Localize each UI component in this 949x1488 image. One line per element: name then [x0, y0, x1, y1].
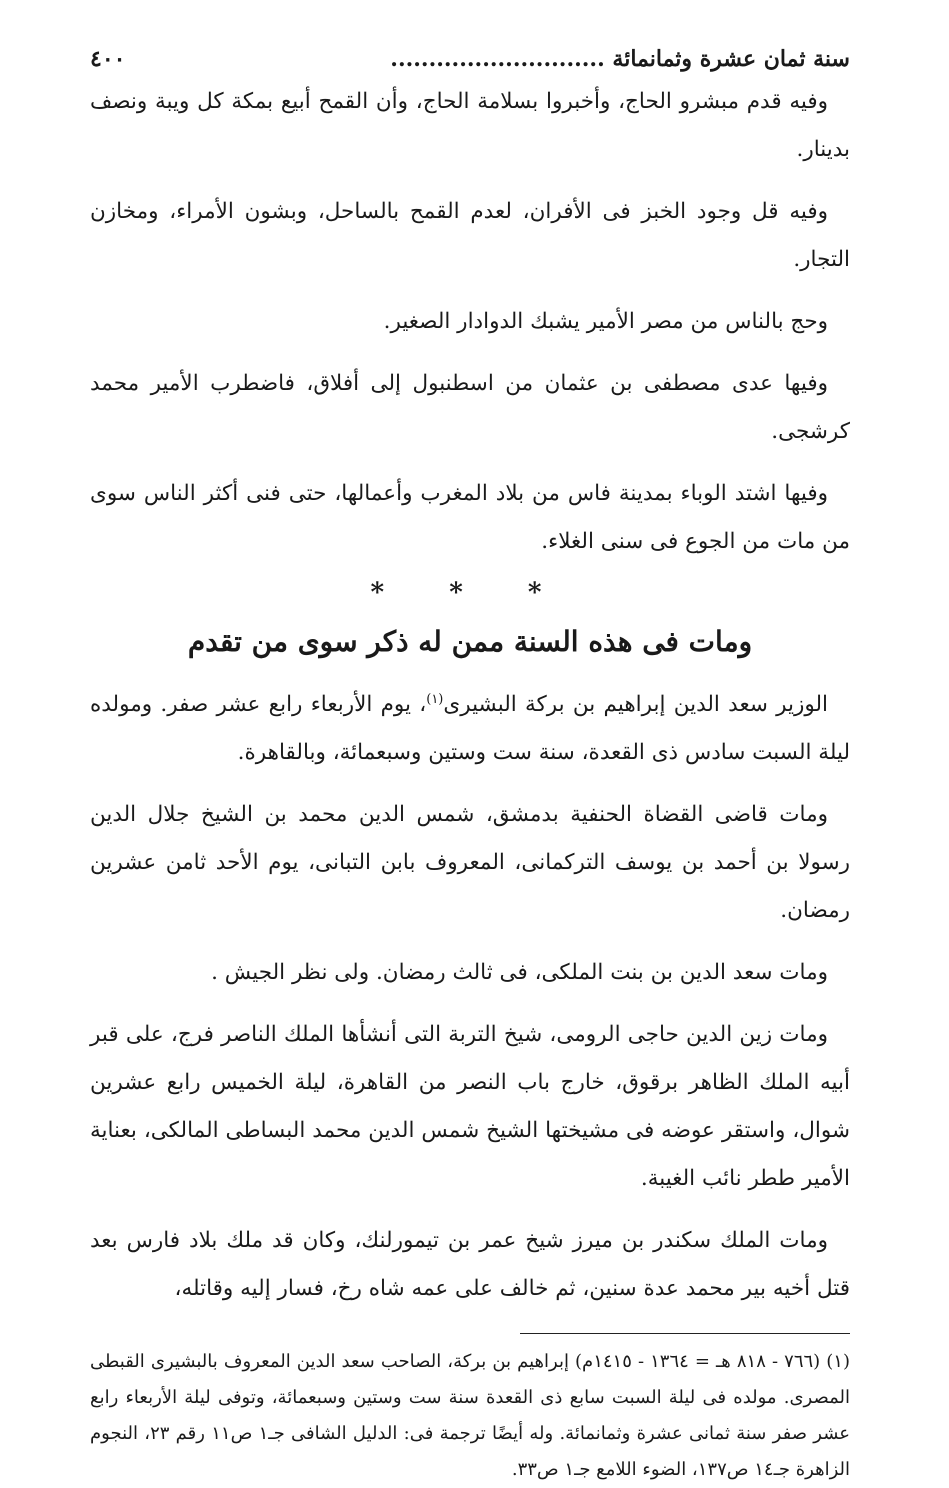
paragraph-with-footnote-ref	[90, 676, 850, 777]
entry-text-start: الوزير سعد الدين إبراهيم بن بركة البشيرى	[443, 692, 828, 718]
main-text	[90, 78, 850, 1313]
paragraph: ومات قاضى القضاة الحنفية بدمشق، شمس الدين محمد بن الشيخ جلال الدين رسولا بن أحمد بن يوسف التركمانى، المعروف بابن التبانى، يوم الأحد ثامن عشرين رمضان.	[90, 802, 850, 924]
paragraph: وفيه قل وجود الخبز فى الأفران، لعدم القمح بالساحل، وبشون الأمراء، ومخازن التجار.	[90, 199, 850, 272]
paragraph: وفيها اشتد الوباء بمدينة فاس من بلاد المغرب وأعمالها، حتى فنى أكثر الناس سوى من مات من الجوع فى سنى الغلاء.	[90, 481, 850, 554]
section-heading: ومات فى هذه السنة ممن له ذكر سوى من تقدم	[187, 625, 753, 658]
footnote: (١) (٧٦٦ - ٨١٨ هـ = ١٣٦٤ - ١٤١٥م) إبراهيم بن بركة، الصاحب سعد الدين المعروف بالبشيرى القبطى المصرى. مولده فى ليلة السبت سابع ذى القعدة سنة ست وستين وسبعمائة، وتوفى ليلة الأربعاء رابع عشر صفر سنة ثمانى عشرة وثمانمائة. وله أيضًا ترجمة فى: الدليل الشافى جـ١ ص١١ رقم ٢٣، النجوم الزاهرة جـ١٤ ص١٣٧، الضوء اللامع جـ١ ص٣٣.	[90, 1351, 850, 1481]
running-title: سنة ثمان عشرة وثمانمائة ............................	[390, 46, 850, 72]
book-page	[90, 40, 850, 1481]
footnote-ref: (١)	[426, 692, 444, 707]
running-header	[90, 40, 850, 78]
paragraph: ومات الملك سكندر بن ميرز شيخ عمر بن تيمورلنك، وكان قد ملك بلاد فارس بعد قتل أخيه بير محمد عدة سنين، ثم خالف على عمه شاه رخ، فسار إليه وقاتله،	[90, 1228, 850, 1302]
paragraph: ومات زين الدين حاجى الرومى، شيخ التربة التى أنشأها الملك الناصر فرج، على قبر أبيه الملك الظاهر برقوق، خارج باب النصر من القاهرة، ليلة الخميس رابع عشرين شوال، واستقر عوضه فى مشيختها الشيخ شمس الدين محمد البساطى المالكى، بعناية الأمير ططر نائب الغيبة.	[90, 1022, 850, 1192]
footnote-divider	[520, 1333, 850, 1334]
section-separator: * * *	[370, 578, 570, 608]
paragraph: وفيه قدم مبشرو الحاج، وأخبروا بسلامة الحاج، وأن القمح أبيع بمكة كل ويبة ونصف بدينار.	[90, 89, 850, 162]
entry-text-end: ، يوم الأربعاء رابع عشر صفر. ومولده ليلة السبت سادس ذى القعدة، سنة ست وستين وسبعمائة، وبالقاهرة.	[90, 692, 850, 766]
paragraph: وحج بالناس من مصر الأمير يشبك الدوادار الصغير.	[383, 309, 828, 334]
paragraph: ومات سعد الدين بن بنت الملكى، فى ثالث رمضان. ولى نظر الجيش .	[211, 960, 828, 986]
page-number: ٤٠٠	[90, 46, 126, 72]
paragraph: وفيها عدى مصطفى بن عثمان من اسطنبول إلى أفلاق، فاضطرب الأمير محمد كرشجى.	[90, 371, 850, 444]
